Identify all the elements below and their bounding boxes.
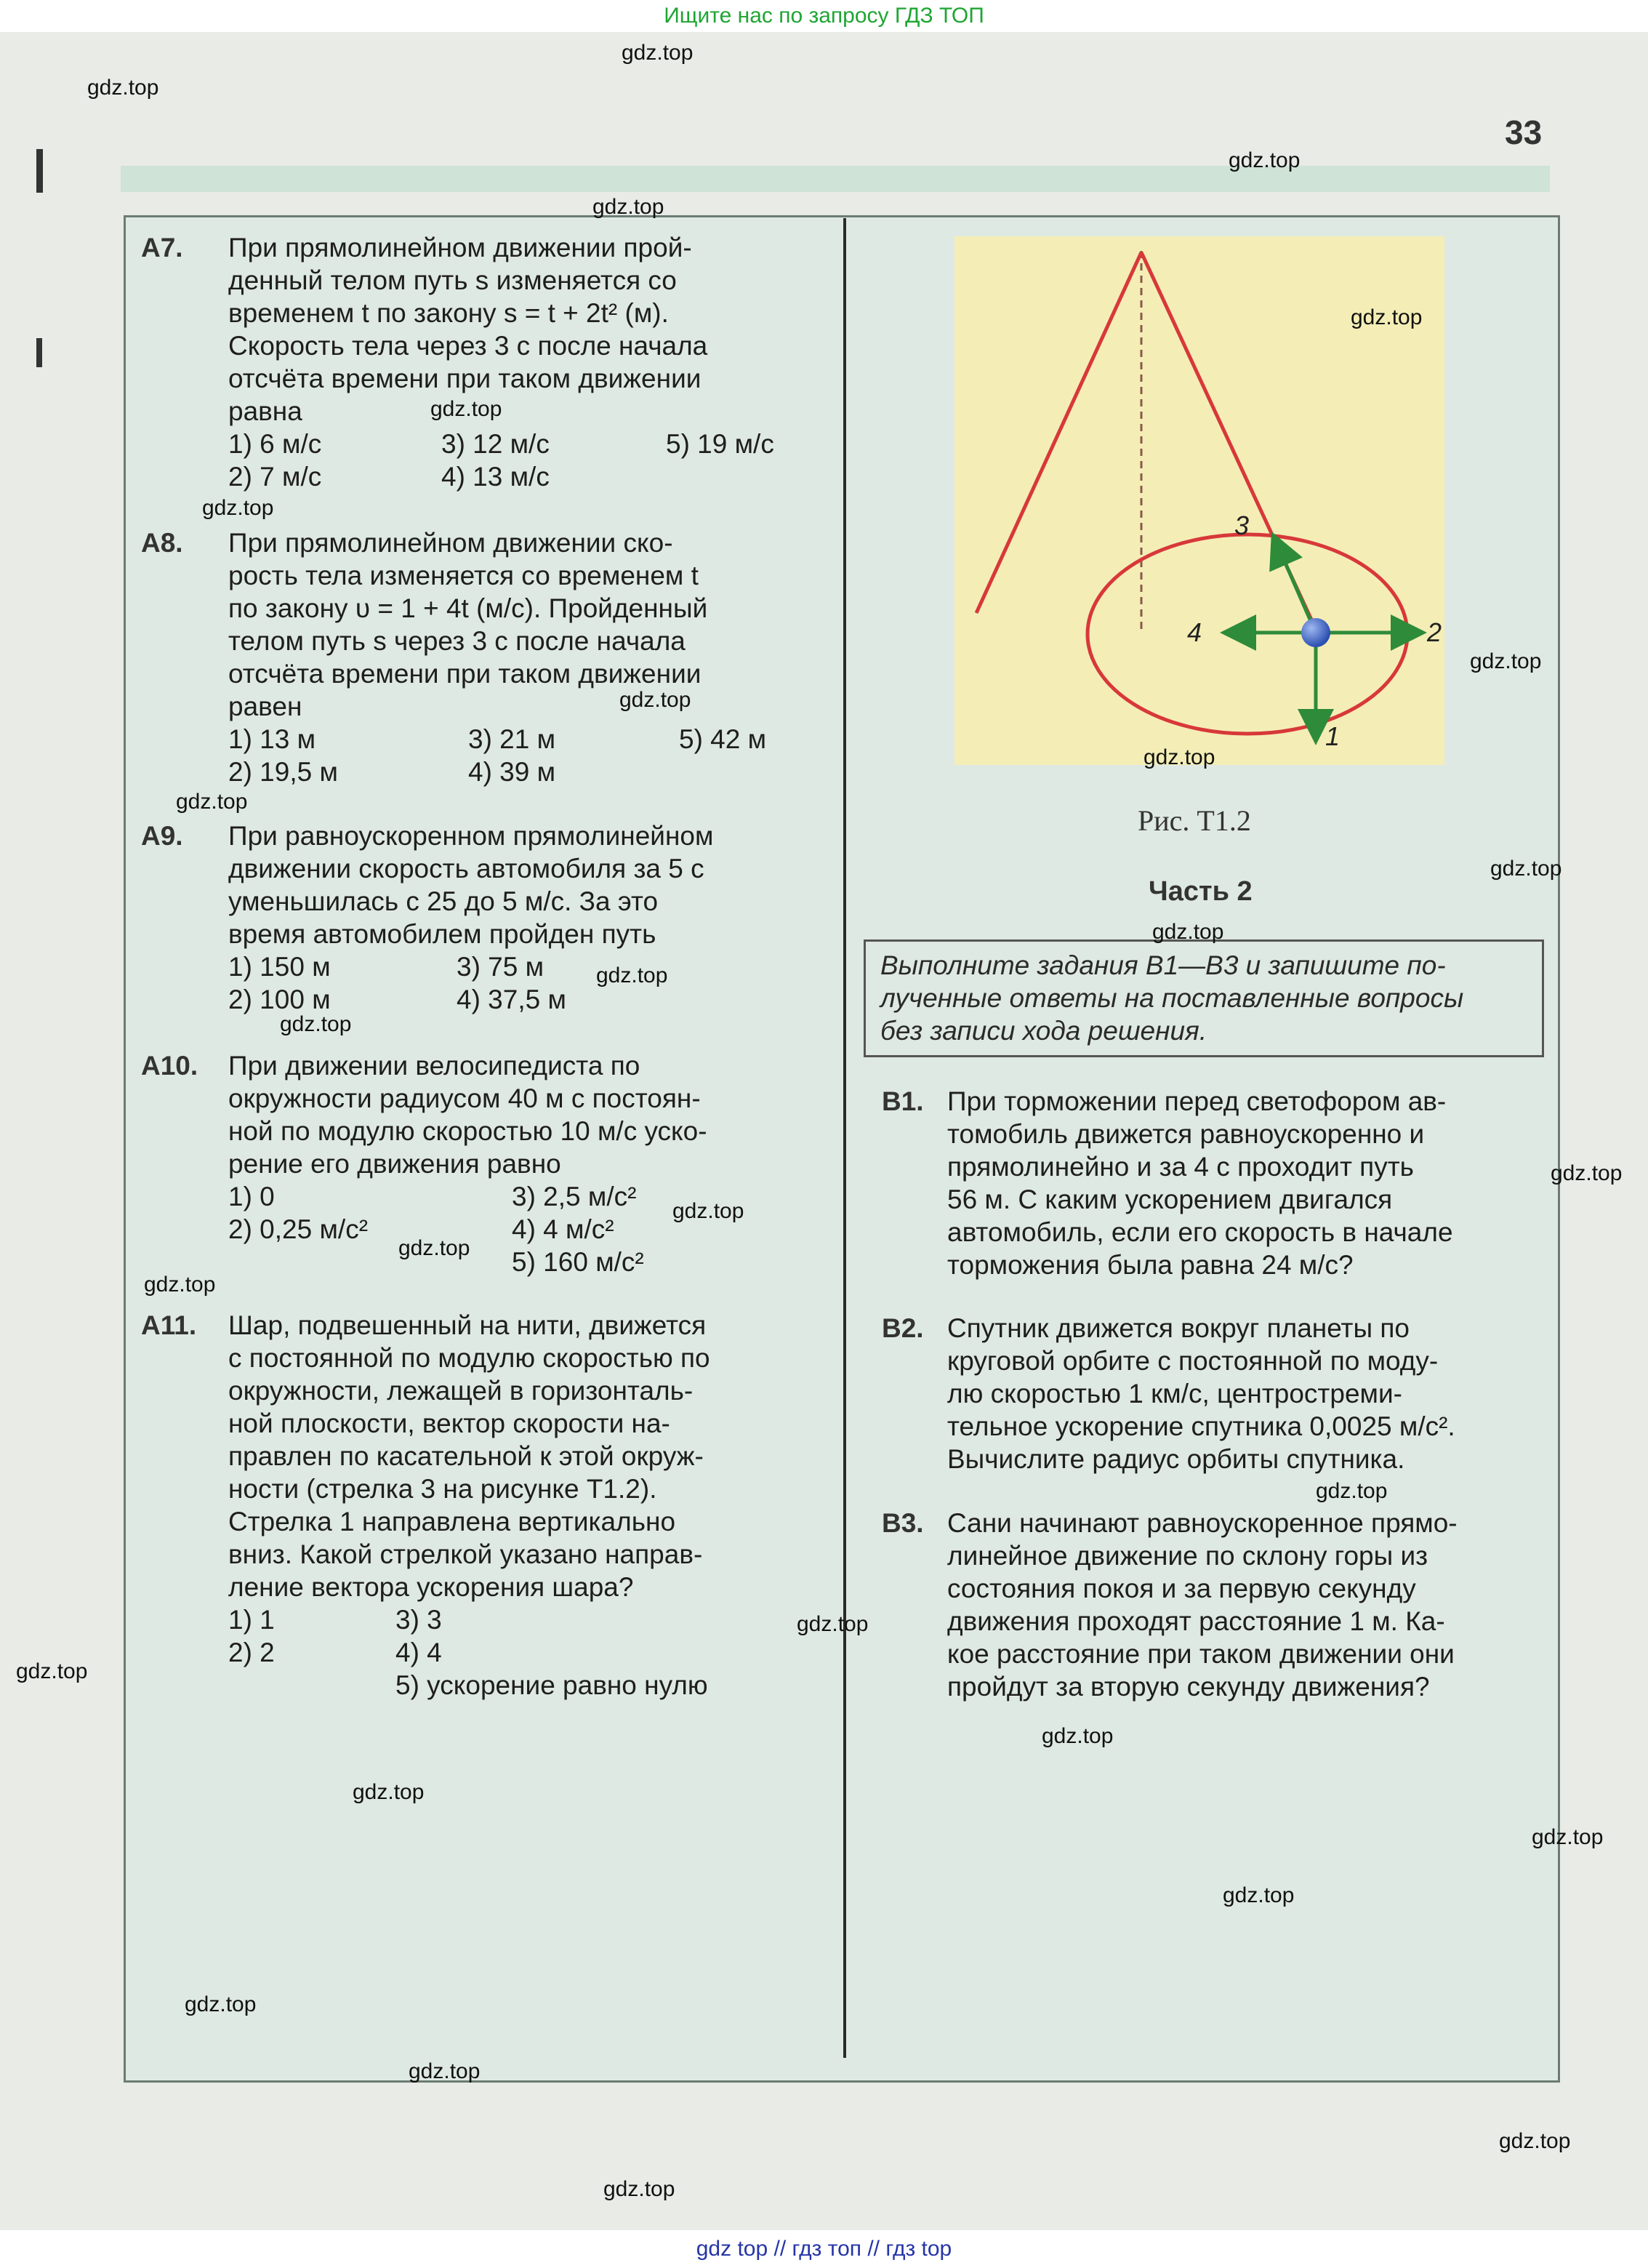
task-b1 [882,1085,1453,1281]
answer-option: 3) 12 м/с [441,429,550,459]
part-2-title: Часть 2 [1149,876,1253,907]
task-text-line: окружности радиусом 40 м с постоян- [228,1083,701,1113]
task-a8 [141,526,767,788]
task-text-line: денный телом путь s изменяется со [228,265,677,295]
answer-option: 5) 19 м/с [666,429,774,459]
answer-option: 1) 13 м [228,724,316,754]
watermark: gdz.top [353,1780,425,1804]
task-text-line: торможения была равна 24 м/с? [947,1250,1354,1280]
task-text-line: равен [228,692,302,721]
task-number: В3. [882,1508,924,1538]
watermark: gdz.top [1351,305,1423,329]
task-text-line: При прямолинейном движении ско- [228,528,673,558]
watermark: gdz.top [16,1659,88,1683]
column-divider [843,218,846,2058]
task-text-line: ление вектора ускорения шара? [228,1572,634,1602]
task-text-line: телом путь s через 3 с после начала [228,626,686,656]
task-text-line: ности (стрелка 3 на рисунке Т1.2). [228,1474,657,1504]
ball [1301,618,1330,647]
arrow-3 [1274,538,1316,633]
watermark: gdz.top [1223,1883,1295,1907]
watermark: gdz.top [1229,148,1301,172]
task-text-line: равна [228,396,302,426]
task-b3 [882,1507,1458,1703]
answer-option: 4) 37,5 м [457,985,566,1014]
task-a11 [141,1309,710,1702]
watermark: gdz.top [1316,1479,1388,1503]
task-text-line: кое расстояние при таком движении они [947,1639,1455,1669]
answer-option: 4) 4 [395,1638,442,1667]
answer-option: 5) 160 м/с² [512,1247,644,1277]
watermark: gdz.top [1551,1161,1623,1185]
task-text-line: движении скорость автомобиля за 5 с [228,854,704,883]
page-number: 33 [1505,113,1543,151]
instruction-line: лученные ответы на поставленные вопросы [880,983,1464,1013]
answer-option: 2) 7 м/с [228,462,322,492]
answer-option: 3) 21 м [468,724,556,754]
answer-option: 1) 6 м/с [228,429,322,459]
answer-option: 3) 2,5 м/с² [512,1182,637,1211]
binding-mark [36,338,42,367]
answer-option: 5) 42 м [679,724,767,754]
task-text-line: вниз. Какой стрелкой указано направ- [228,1539,703,1569]
task-text-line: рость тела изменяется со временем t [228,561,699,590]
task-number: А8. [141,528,183,558]
answer-option: 2) 2 [228,1638,275,1667]
task-text-line: движения проходят расстояние 1 м. Ка- [947,1606,1445,1636]
answer-option: 4) 4 м/с² [512,1214,614,1244]
answer-option: 1) 0 [228,1182,275,1211]
task-text-line: отсчёта времени при таком движении [228,364,702,393]
watermark: gdz.top [176,790,248,814]
answer-option: 2) 0,25 м/с² [228,1214,369,1244]
task-number: А11. [141,1310,197,1340]
cone-side-left [976,252,1141,613]
task-text-line: автомобиль, если его скорость в начале [947,1217,1453,1247]
answer-option: 4) 39 м [468,757,556,787]
task-number: А9. [141,821,183,851]
task-text-line: время автомобилем пройден путь [228,919,656,949]
watermark: gdz.top [1143,745,1215,769]
task-text-line: с постоянной по модулю скоростью по [228,1343,710,1373]
task-text-line: линейное движение по склону горы из [947,1541,1428,1571]
task-text-line: ной по модулю скоростью 10 м/с уско- [228,1116,707,1146]
task-text-line: Шар, подвешенный на нити, движется [228,1310,707,1340]
answer-option: 1) 150 м [228,952,331,982]
watermark: gdz.top [1152,920,1224,944]
task-number: В1. [882,1086,924,1116]
task-text-line: окружности, лежащей в горизонталь- [228,1376,694,1406]
task-text-line: отсчёта времени при таком движении [228,659,702,689]
header-bar [121,166,1550,192]
task-text-line: состояния покоя и за первую секунду [947,1574,1416,1603]
task-text-line: При торможении перед светофором ав- [947,1086,1447,1116]
watermark: gdz.top [202,496,274,520]
arrow-label: 2 [1427,617,1442,647]
task-text-line: Скорость тела через 3 с после начала [228,331,708,361]
answer-option: 1) 1 [228,1605,275,1635]
watermark: gdz.top [409,2059,481,2083]
task-text-line: ной плоскости, вектор скорости на- [228,1409,670,1438]
bottom-banner[interactable]: gdz top // гдз топ // гдз top [0,2230,1648,2268]
watermark: gdz.top [1042,1724,1114,1748]
watermark: gdz.top [797,1612,869,1636]
watermark: gdz.top [1470,649,1542,673]
task-text-line: уменьшилась с 25 до 5 м/с. За это [228,886,659,916]
task-text-line: Сани начинают равноускоренное прямо- [947,1508,1458,1538]
task-text-line: рение его движения равно [228,1149,561,1179]
answer-option: 2) 100 м [228,985,331,1014]
watermark: gdz.top [603,2177,675,2201]
answer-option: 5) ускорение равно нулю [395,1670,708,1700]
arrow-label: 3 [1234,510,1250,540]
arrow-label: 1 [1325,721,1340,751]
task-text-line: Спутник движется вокруг планеты по [947,1313,1410,1343]
task-number: А7. [141,233,183,263]
task-text-line: Вычислите радиус орбиты спутника. [947,1444,1405,1474]
answer-option: 3) 3 [395,1605,442,1635]
instruction-line: без записи хода решения. [880,1016,1207,1046]
task-text-line: При равноускоренном прямолинейном [228,821,714,851]
watermark: gdz.top [672,1199,744,1223]
task-b2 [882,1312,1455,1475]
watermark: gdz.top [144,1273,216,1297]
watermark: gdz.top [280,1012,352,1036]
instruction-box [864,939,1544,1057]
task-number: В2. [882,1313,924,1343]
watermark: gdz.top [596,963,668,987]
top-banner[interactable]: Ищите нас по запросу ГДЗ ТОП [0,0,1648,32]
watermark: gdz.top [592,195,664,219]
watermark: gdz.top [1490,857,1562,881]
watermark: gdz.top [1499,2129,1571,2153]
task-a7 [141,231,774,493]
task-text-line: правлен по касательной к этой окруж- [228,1441,704,1471]
watermark: gdz.top [398,1236,470,1260]
binding-mark [36,149,43,193]
figure-caption: Рис. Т1.2 [1138,804,1251,837]
task-text-line: 56 м. С каким ускорением двигался [947,1185,1393,1214]
task-text-line: При движении велосипедиста по [228,1051,640,1081]
task-text-line: прямолинейно и за 4 с проходит путь [947,1152,1414,1182]
watermark: gdz.top [619,688,691,712]
instruction-line: Выполните задания В1—В3 и запишите по- [880,950,1446,980]
arrow-label: 4 [1187,617,1202,647]
watermark: gdz.top [622,41,694,65]
answer-option: 3) 75 м [457,952,544,982]
task-text-line: Стрелка 1 направлена вертикально [228,1507,676,1536]
task-text-line: круговой орбите с постоянной по моду- [947,1346,1439,1376]
watermark: gdz.top [430,397,502,421]
answer-option: 4) 13 м/с [441,462,550,492]
answer-option: 2) 19,5 м [228,757,338,787]
task-text-line: пройдут за вторую секунду движения? [947,1672,1430,1702]
task-text-line: При прямолинейном движении прой- [228,233,692,263]
watermark: gdz.top [185,1992,257,2016]
task-text-line: лю скоростью 1 км/с, центростреми- [947,1379,1402,1409]
task-number: А10. [141,1051,198,1081]
task-text-line: по закону υ = 1 + 4t (м/с). Пройденный [228,593,708,623]
task-text-line: томобиль движется равноускоренно и [947,1119,1425,1149]
task-text-line: временем t по закону s = t + 2t² (м). [228,298,669,328]
task-text-line: тельное ускорение спутника 0,0025 м/с². [947,1411,1455,1441]
watermark: gdz.top [87,76,159,100]
watermark: gdz.top [1532,1825,1604,1849]
